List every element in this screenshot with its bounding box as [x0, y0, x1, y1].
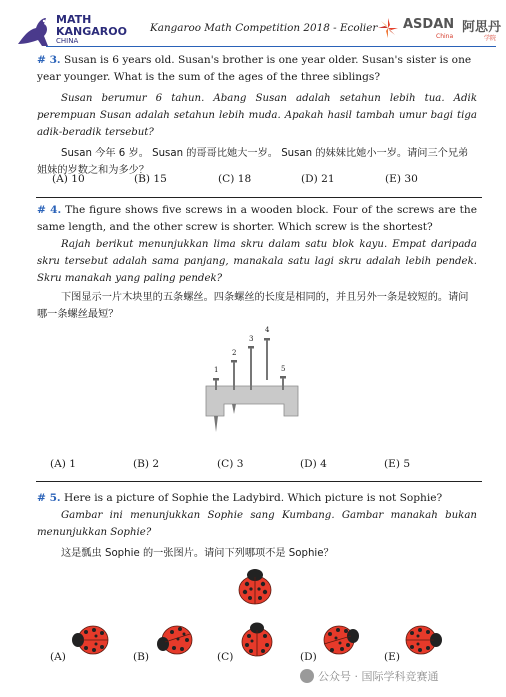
q3-option-e[interactable]: (E) 30: [385, 173, 418, 185]
q5-malay: Gambar ini menunjukkan Sophie sang Kumbang. Gambar manakah bukan menunjukkan Sophie?: [37, 510, 477, 538]
question-4: [37, 202, 477, 323]
q3-malay: Susan berumur 6 tahun. Abang Susan adalah setahun lebih tua. Adik perempuan Susan adalah setahun lebih muda. Apakah hasil tambah umur bagi tiga adik-beradik tersebut?: [37, 93, 477, 138]
screw-label-5: 5: [281, 365, 286, 373]
ladybird-option-d[interactable]: [318, 620, 360, 660]
q5-option-d[interactable]: (D): [300, 651, 317, 663]
q3-option-d[interactable]: (D) 21: [301, 173, 335, 185]
partner-sub: China: [436, 33, 454, 40]
ladybird-sophie: [234, 564, 276, 606]
q3-option-b[interactable]: (B) 15: [134, 173, 167, 185]
q4-option-d[interactable]: (D) 4: [300, 458, 327, 470]
screw-label-1: 1: [214, 366, 219, 374]
q5-option-a[interactable]: (A): [50, 651, 66, 663]
q3-english-text: Susan is 6 years old. Susan's brother is one year older. Susan's sister is one year younger. What is the sum of the ages of the three siblings?: [37, 54, 472, 83]
q4-malay: Rajah berikut menunjukkan lima skru dalam satu blok kayu. Empat daripada skru tersebut adalah sama panjang, manakala satu lagi skru adalah lebih pendek. Skru manakah yang paling pendek?: [37, 239, 477, 284]
q5-chinese: 这是瓢虫 Sophie 的一张图片。请问下列哪项不是 Sophie？: [61, 548, 334, 559]
watermark-text: 公众号 · 国际学科竞赛通: [318, 670, 439, 683]
logo-line2: KANGAROO: [56, 25, 127, 38]
partner-sub2: 学院: [484, 35, 497, 42]
partner-cn: 阿思丹: [462, 20, 502, 35]
q3-chinese: Susan 今年 6 岁。 Susan 的哥哥比她大一岁。 Susan 的妹妹比她小一岁。请问三个兄弟姐妹的岁数之和为多少？: [37, 148, 469, 176]
q4-option-b[interactable]: (B) 2: [133, 458, 160, 470]
ladybird-option-c[interactable]: [236, 620, 278, 660]
header-divider: [46, 46, 496, 47]
question-3: [37, 52, 477, 179]
q5-option-b[interactable]: (B): [133, 651, 150, 663]
partner-name: ASDAN: [403, 17, 455, 32]
q4-number: # 4.: [37, 204, 62, 216]
ladybird-option-b[interactable]: [154, 620, 196, 660]
q4-option-e[interactable]: (E) 5: [384, 458, 411, 470]
logo-line3: CHINA: [56, 37, 79, 45]
q3-english: [37, 52, 477, 86]
q5-english-text: Here is a picture of Sophie the Ladybird. Which picture is not Sophie?: [64, 492, 443, 504]
q3-option-c[interactable]: (C) 18: [218, 173, 252, 185]
header: [0, 0, 506, 52]
divider-q4: [36, 481, 482, 482]
screw-label-3: 3: [249, 335, 254, 343]
question-5: [37, 490, 477, 562]
q4-english: [37, 202, 477, 236]
ladybird-option-e[interactable]: [402, 620, 444, 660]
q5-option-c[interactable]: (C): [217, 651, 234, 663]
q3-option-a[interactable]: (A) 10: [52, 173, 85, 185]
q4-english-text: The figure shows five screws in a wooden block. Four of the screws are the same length, and the other screw is shorter. Which screw is the shortest?: [37, 204, 478, 233]
q3-number: # 3.: [37, 54, 61, 66]
q4-chinese: 下图显示一片木块里的五条螺丝。四条螺丝的长度是相同的，并且另外一条是较短的。请问哪一条螺丝最短？: [37, 292, 469, 320]
screw-label-4: 4: [265, 326, 270, 334]
asdan-logo: [376, 16, 400, 40]
q5-number: # 5.: [37, 492, 61, 504]
wechat-icon: [300, 669, 314, 683]
q5-english: [37, 490, 477, 507]
screws-figure: [200, 328, 310, 440]
q5-option-e[interactable]: (E): [384, 651, 400, 663]
ladybird-option-a[interactable]: [70, 620, 112, 660]
watermark: [300, 668, 439, 684]
q4-option-a[interactable]: (A) 1: [50, 458, 77, 470]
page-title: Kangaroo Math Competition 2018 - Ecolier: [150, 22, 378, 34]
kangaroo-logo: [14, 14, 54, 48]
q4-option-c[interactable]: (C) 3: [217, 458, 244, 470]
logo-line1: MATH: [56, 13, 92, 26]
divider-q3: [36, 197, 482, 198]
screw-label-2: 2: [232, 349, 237, 357]
